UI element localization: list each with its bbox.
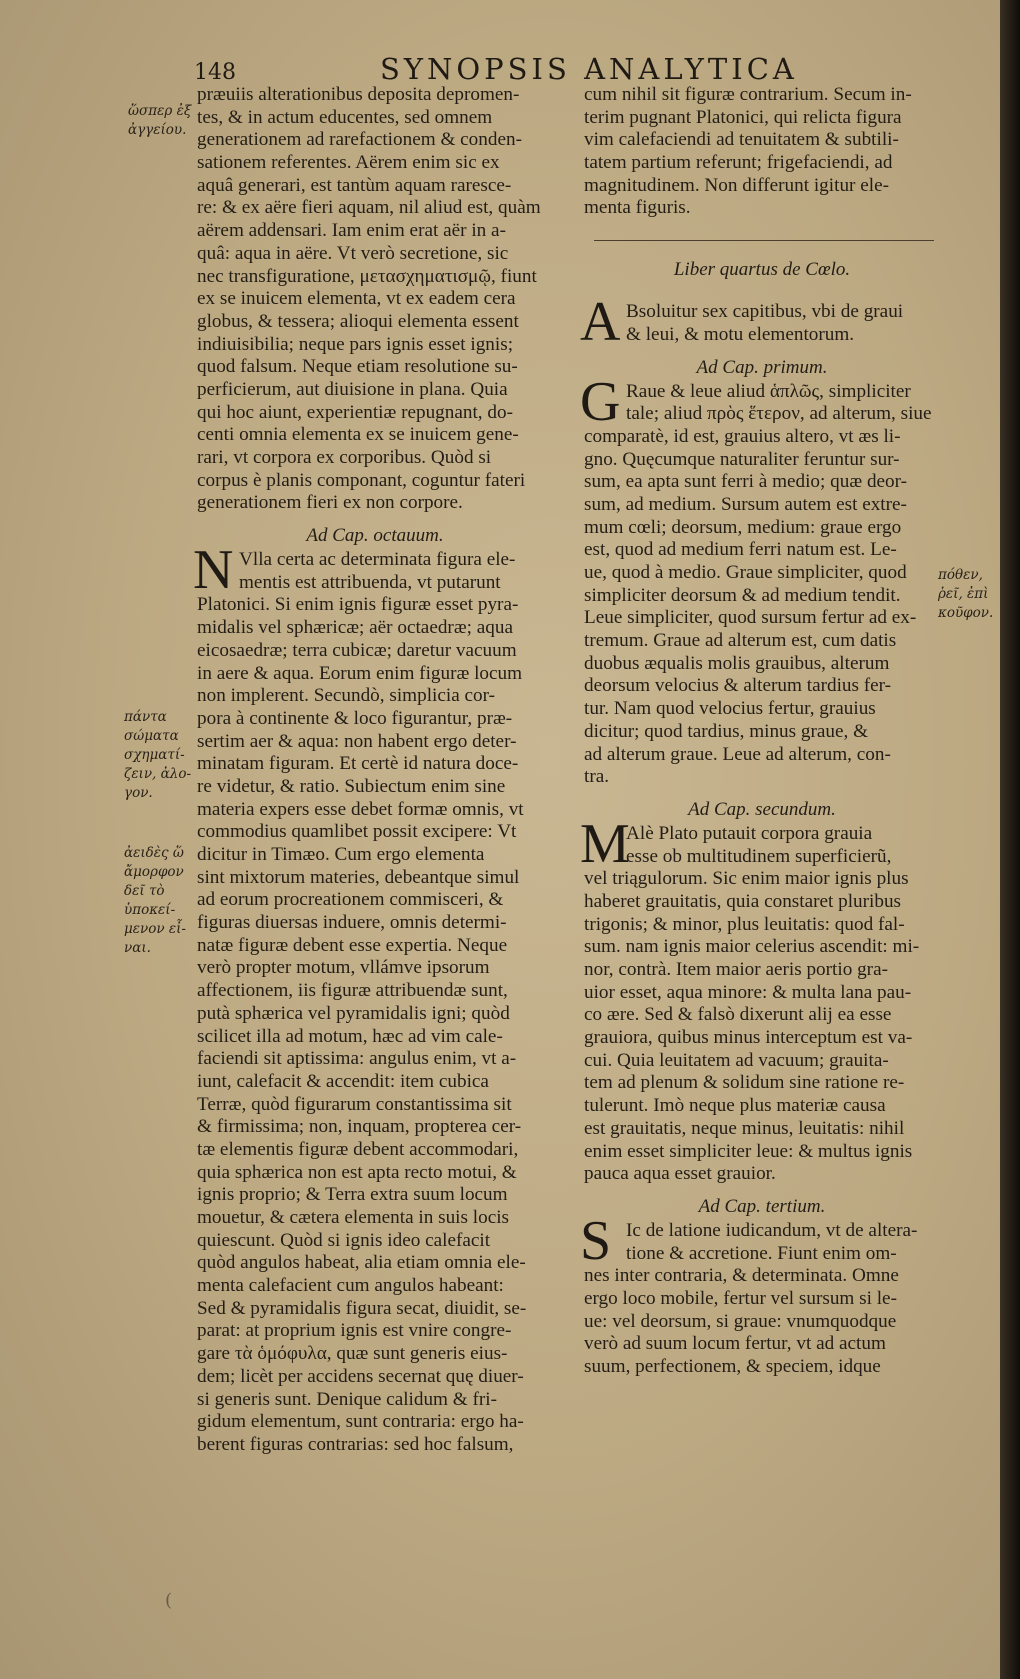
- text-line: quod falsum. Neque etiam resolutione su-: [197, 356, 518, 378]
- text-line: si generis sunt. Denique calidum & fri-: [197, 1388, 498, 1410]
- text-line: mouetur, & cætera elementa in suis locis: [197, 1207, 510, 1228]
- book-heading: Liber quartus de Cœlo.: [673, 259, 851, 281]
- text-line: ex se inuicem elementa, vt ex eadem cera: [197, 288, 516, 310]
- text-line: corpus è planis componant, coguntur fateri: [197, 469, 526, 491]
- margin-note-greek-3: ἀειδὲς ὥ ἄμορφον δεῖ τὸ ὑποκεί- μενον εἶ- ναι.: [124, 845, 186, 956]
- left-paragraph-2: [193, 539, 553, 1457]
- text-line: enim esset simpliciter leue: & multus ignis: [584, 1140, 913, 1162]
- text-line: qui hoc aiunt, experientiæ repugnant, do-: [197, 401, 513, 423]
- text-line: sum, ea apta sunt ferri à medio; quæ deor-: [584, 471, 908, 493]
- text-line: dicitur; quod tardius, minus graue, &: [584, 720, 869, 742]
- text-line: vel triągulorum. Sic enim maior ignis plus: [584, 868, 909, 890]
- text-line: trigonis; & minor, plus leuitatis: quod fal-: [584, 913, 905, 935]
- text-line: globus, & tessera; alioqui elementa essent: [197, 310, 519, 332]
- text-line: tes, & in actum educentes, sed omnem: [197, 106, 493, 128]
- text-line: mentis est attribuenda, vt putarunt: [239, 571, 501, 593]
- text-line: cui. Quia leuitatem ad vacuum; grauita-: [584, 1049, 889, 1071]
- text-line: nec transfiguratione, μετασχηματισμῷ, fiunt: [197, 265, 537, 287]
- drop-cap-initial: M: [580, 812, 630, 875]
- text-line: affectionem, iis figuræ attribuendæ sunt,: [197, 980, 508, 1002]
- text-line: ue: vel deorsum, si graue: vnumquodque: [584, 1310, 897, 1332]
- text-line: tra.: [584, 766, 610, 788]
- text-line: natæ figuræ debent esse expertia. Neque: [197, 934, 508, 956]
- text-line: est grauitatis, neque minus, leuitatis: nihil: [584, 1117, 905, 1139]
- page-number: 148: [194, 60, 236, 85]
- text-line: Raue & leue aliud ἁπλῶς, simpliciter: [626, 380, 911, 402]
- text-line: Leue simpliciter, quod sursum fertur ad ex-: [584, 607, 917, 629]
- text-line: ad alterum graue. Leue ad alterum, con-: [584, 743, 891, 765]
- text-line: & firmissima; non, inquam, propterea cer-: [197, 1116, 522, 1138]
- right-paragraph-3: [580, 370, 940, 789]
- text-line: præuiis alterationibus deposita depromen-: [197, 84, 520, 105]
- text-line: menta figuris.: [584, 197, 691, 219]
- text-line: grauiora, quibus minus interceptum est va-: [584, 1027, 913, 1049]
- drop-cap-initial: N: [193, 539, 234, 602]
- running-title: SYNOPSIS ANALYTICA: [380, 52, 798, 86]
- text-line: eicosaedræ; terra cubicæ; daretur vacuum: [197, 639, 517, 661]
- text-line: berent figuras contrarias: sed hoc falsum,: [197, 1433, 514, 1455]
- text-line: esse ob multitudinem superficierũ,: [626, 845, 892, 867]
- text-line: vim calefaciendi ad tenuitatem & subtili-: [584, 129, 899, 151]
- text-line: Platonici. Si enim ignis figuræ esset pyra-: [197, 594, 519, 616]
- text-line: Terræ, quòd figurarum constantissima sit: [197, 1093, 512, 1115]
- text-line: in aere & aqua. Eorum enim figuræ locum: [197, 662, 523, 684]
- text-line: generationem fieri ex non corpore.: [197, 492, 463, 514]
- text-line: gno. Quęcumque naturaliter feruntur sur-: [584, 448, 900, 470]
- text-line: tremum. Graue ad alterum est, cum datis: [584, 630, 897, 652]
- text-line: putà sphærica vel pyramidalis igni; quòd: [197, 1002, 510, 1024]
- text-line: suum, perfectionem, & speciem, idque: [584, 1356, 881, 1377]
- text-line: nor, contrà. Item maior aeris portio gra-: [584, 959, 888, 980]
- text-line: menta calefacient cum angulos habeant:: [197, 1275, 504, 1297]
- text-line: comparatè, id est, grauius altero, vt æs li-: [584, 425, 901, 447]
- margin-note-greek-2: πάντα σώματα σχηματί- ζειν, ἀλο- γον.: [124, 709, 192, 801]
- text-line: faciendi sit aptissima: angulus enim, vt a-: [197, 1048, 517, 1070]
- binding-edge: [1000, 0, 1020, 1679]
- text-line: dicitur in Timæo. Cum ergo elementa: [197, 844, 485, 865]
- text-line: gidum elementum, sunt contraria: ergo ha-: [197, 1411, 524, 1433]
- divider-rule: [594, 240, 934, 243]
- text-line: terim pugnant Platonici, qui relicta figura: [584, 106, 902, 128]
- text-line: re videtur, & ratio. Subiectum enim sine: [197, 775, 506, 797]
- margin-note-greek-4: πόθεν, ῥεῖ, ἐπὶ κοῦφον.: [938, 567, 994, 621]
- text-line: tur. Nam quod velocius fertur, grauius: [584, 698, 876, 720]
- text-line: iunt, calefacit & accendit: item cubica: [197, 1070, 489, 1092]
- text-line: ignis proprio; & Terra extra suum locum: [197, 1184, 508, 1206]
- text-line: generationem ad rarefactionem & conden-: [197, 129, 522, 151]
- text-line: ergo loco mobile, fertur vel sursum si le-: [584, 1287, 897, 1309]
- text-line: minatam figuram. Et certè id natura doce-: [197, 753, 519, 775]
- text-line: centi omnia elementa ex se inuicem gene-: [197, 424, 519, 446]
- text-line: deorsum velocius & alterum tardius fer-: [584, 675, 892, 697]
- text-line: gare τὰ ὁμόφυλα, quæ sunt generis eius-: [197, 1343, 508, 1365]
- drop-cap-initial: S: [580, 1209, 612, 1272]
- text-line: Bsoluitur sex capitibus, vbi de graui: [626, 301, 904, 323]
- text-line: quâ: aqua in aëre. Vt verò secretione, sic: [197, 242, 509, 264]
- text-line: magnitudinem. Non differunt igitur ele-: [584, 174, 889, 196]
- text-line: est, quod ad medium ferri natum est. Le-: [584, 539, 897, 561]
- text-line: & leui, & motu elementorum.: [626, 323, 855, 345]
- text-line: tem ad plenum & solidum sine ratione re-: [584, 1072, 905, 1094]
- drop-cap-initial: A: [580, 291, 621, 354]
- text-line: re: & ex aëre fieri aquam, nil aliud est, quàm: [197, 197, 541, 219]
- text-line: ad eorum procreationem commisceri, &: [197, 889, 504, 911]
- text-line: non implerent. Secundò, simplicia cor-: [197, 685, 496, 707]
- text-line: Alè Plato putauit corpora grauia: [626, 822, 873, 844]
- text-line: materia expers esse debet formæ omnis, vt: [197, 798, 524, 820]
- text-line: ue, quod à medio. Graue simpliciter, quod: [584, 562, 907, 583]
- text-line: pauca aqua esset grauior.: [584, 1163, 776, 1185]
- text-line: nes inter contraria, & determinata. Omne: [584, 1265, 899, 1287]
- text-line: commodius quamlibet possit excipere: Vt: [197, 821, 517, 843]
- text-line: co ære. Sed & falsò dixerunt alij ea esse: [584, 1004, 892, 1026]
- text-line: tulerunt. Imò neque plus materiæ causa: [584, 1095, 886, 1117]
- text-line: uior esset, aqua minore: & multa lana pau-: [584, 981, 912, 1003]
- text-line: sertim aer & aqua: non habent ergo deter-: [197, 730, 517, 752]
- text-line: cum nihil sit figuræ contrarium. Secum in-: [584, 84, 912, 105]
- text-line: dem; licèt per accidens secernat quę diuer-: [197, 1365, 524, 1387]
- text-line: simpliciter deorsum & ad medium tendit.: [584, 584, 901, 606]
- text-line: quia sphærica non est apta recto motui, &: [197, 1161, 517, 1183]
- text-line: sum, ad medium. Sursum autem est extre-: [584, 493, 907, 515]
- text-line: aquâ generari, est tantùm aquam raresce-: [197, 174, 512, 196]
- text-line: Vlla certa ac determinata figura ele-: [239, 549, 516, 571]
- text-line: verò ad suum locum fertur, vt ad actum: [584, 1333, 886, 1355]
- text-line: haberet grauitatis, quia constaret pluribus: [584, 890, 902, 912]
- text-line: verò propter motum, vllámve ipsorum: [197, 957, 490, 979]
- text-line: figuras diuersas induere, omnis determi-: [197, 912, 507, 934]
- page-blemish-mark: (: [165, 1590, 173, 1611]
- left-column: [193, 84, 553, 1457]
- text-line: sationem referentes. Aërem enim sic ex: [197, 152, 500, 174]
- spacer: [584, 285, 940, 301]
- section-heading-cap-secundum: Ad Cap. secundum.: [688, 798, 836, 820]
- text-line: tæ elementis figuræ debent accommodari,: [197, 1138, 519, 1160]
- right-paragraph-4: [580, 812, 940, 1186]
- section-heading-cap-tertium: Ad Cap. tertium.: [698, 1195, 826, 1217]
- section-heading-cap-primum: Ad Cap. primum.: [696, 356, 828, 378]
- text-line: tione & accretione. Fiunt enim om-: [626, 1242, 897, 1264]
- right-paragraph-5: [580, 1209, 940, 1379]
- text-line: Ic de latione iudicandum, vt de altera-: [626, 1219, 918, 1241]
- text-line: duobus æqualis molis grauibus, alterum: [584, 652, 890, 674]
- text-line: quiescunt. Quòd si ignis ideo calefacit: [197, 1229, 491, 1251]
- text-line: parat: at proprium ignis est vnire congre-: [197, 1320, 512, 1342]
- text-line: perficierum, aut diuisione in plana. Quia: [197, 378, 508, 400]
- text-line: midalis vel sphæricæ; aër octaedræ; aqua: [197, 617, 513, 639]
- text-line: scilicet illa ad motum, hæc ad vim cale-: [197, 1025, 503, 1047]
- section-heading-cap-octauum: Ad Cap. octauum.: [306, 525, 444, 547]
- text-line: Sed & pyramidalis figura secat, diuidit, se-: [197, 1297, 527, 1319]
- text-line: aërem addensari. Iam enim erat aër in a-: [197, 220, 506, 242]
- right-column: [580, 84, 940, 1379]
- right-paragraph-1: [584, 84, 940, 220]
- text-line: quòd angulos habeat, alia etiam omnia ele-: [197, 1252, 526, 1274]
- left-paragraph-1: [197, 84, 553, 515]
- text-line: pora à continente & loco figurantur, præ-: [197, 707, 513, 729]
- text-line: tatem partium referunt; frigefaciendi, ad: [584, 152, 893, 174]
- margin-note-greek-1: ὥσπερ ἐξ ἀγγείου.: [128, 103, 192, 138]
- text-line: rari, vt corpora ex corporibus. Quòd si: [197, 447, 492, 468]
- text-line: tale; aliud πρὸς ἕτερον, ad alterum, siue: [626, 403, 932, 425]
- right-paragraph-2: [580, 291, 940, 354]
- text-line: sint mixtorum materies, debeantque simul: [197, 866, 520, 888]
- text-line: sum. nam ignis maior celerius ascendit: mi-: [584, 936, 920, 958]
- drop-cap-initial: G: [580, 370, 621, 433]
- text-line: indiuisibilia; neque pars ignis esset ignis;: [197, 333, 514, 355]
- text-line: mum cœli; deorsum, medium: graue ergo: [584, 516, 902, 538]
